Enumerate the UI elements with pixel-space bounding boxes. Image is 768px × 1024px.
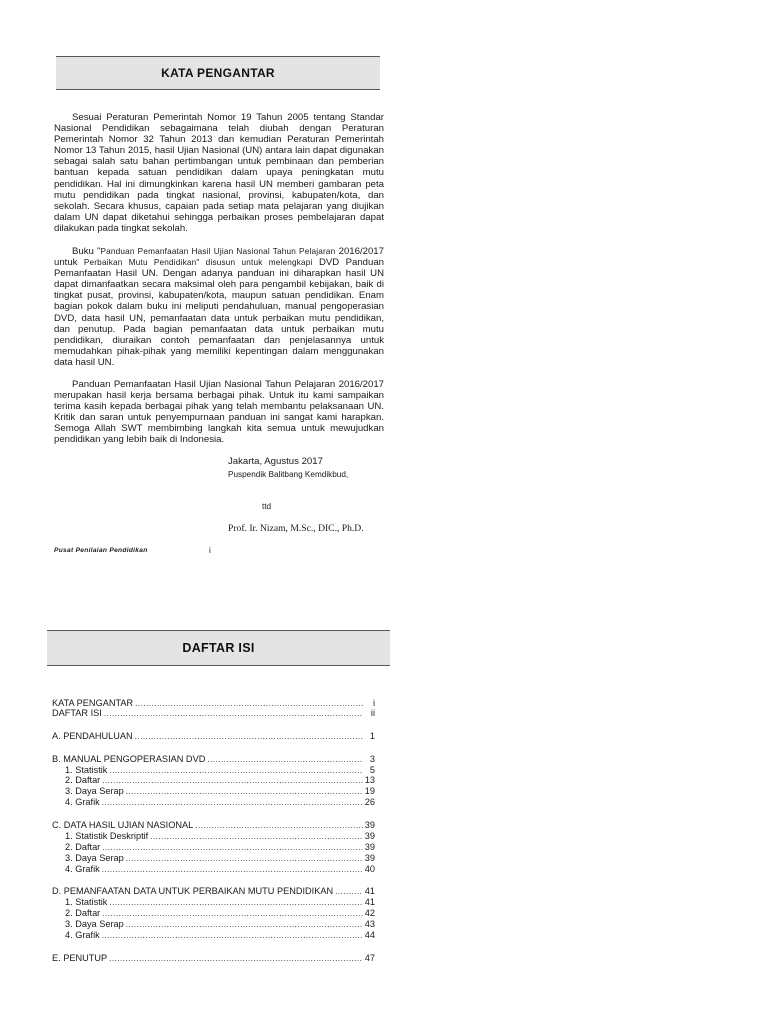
toc-entry-page: 1 <box>369 731 375 741</box>
toc-entry-page: 41 <box>364 897 375 907</box>
toc-subentry[interactable] <box>52 842 375 853</box>
signatory-name: Prof. Ir. Nizam, M.Sc., DIC., Ph.D. <box>228 523 364 534</box>
toc-subentry[interactable] <box>52 908 375 919</box>
leader-dots <box>126 919 363 930</box>
leader-dots <box>102 864 363 875</box>
toc-entry-page: 43 <box>364 919 375 929</box>
toc-entry-page: 13 <box>364 775 375 785</box>
toc-entry-page: 39 <box>364 820 375 830</box>
toc-entry[interactable] <box>52 886 375 897</box>
p2-book-title-2: Perbaikan Mutu Pendidikan" disusun untuk melengkapi <box>83 258 313 268</box>
toc-entry-title: 3. Daya Serap <box>65 853 124 863</box>
leader-dots <box>102 797 363 808</box>
toc-entry-page: 44 <box>364 930 375 940</box>
toc-entry-title: 4. Grafik <box>65 797 100 807</box>
toc-entry-title: E. PENUTUP <box>52 953 108 963</box>
toc-heading: DAFTAR ISI <box>47 630 390 666</box>
toc-entry[interactable] <box>52 731 375 742</box>
toc-subentry[interactable] <box>52 786 375 797</box>
toc-entry-page: 41 <box>364 886 375 896</box>
leader-dots <box>109 953 363 964</box>
leader-dots <box>195 820 363 831</box>
toc-entry-page: i <box>372 698 375 708</box>
toc-entry-title: C. DATA HASIL UJIAN NASIONAL <box>52 820 194 830</box>
toc-entry-page: 39 <box>364 831 375 841</box>
toc-entry[interactable] <box>52 820 375 831</box>
toc-entry-title: 1. Statistik <box>65 765 108 775</box>
organization: Puspendik Balitbang Kemdikbud, <box>228 470 349 479</box>
leader-dots <box>335 886 363 897</box>
toc-entry-page: ii <box>370 708 375 718</box>
preface-paragraph-2 <box>54 246 384 368</box>
toc-entry-title: 3. Daya Serap <box>65 786 124 796</box>
toc-subentry[interactable] <box>52 919 375 930</box>
leader-dots <box>102 842 363 853</box>
leader-dots <box>126 786 363 797</box>
toc-subentry[interactable] <box>52 797 375 808</box>
leader-dots <box>150 831 363 842</box>
preface-heading: KATA PENGANTAR <box>56 56 380 90</box>
toc-entry-title: A. PENDAHULUAN <box>52 731 133 741</box>
toc-entry-page: 5 <box>369 765 375 775</box>
toc-entry-title: DAFTAR ISI <box>52 708 102 718</box>
toc-entry-title: KATA PENGANTAR <box>52 698 134 708</box>
p2-part-e: DVD Panduan Pemanfaatan Hasil UN. Dengan adanya panduan ini diharapkan hasil UN dapat dimanfaatkan secara maksimal oleh para pengambil kebijakan, baik di tingkat pusat, provinsi, kabupaten/kota, maupun satuan pendidikan. Enam bagian pokok dalam buku ini meliputi pendahuluan, manual pengoperasian DVD, data hasil UN, pemanfaatan data untuk perbaikan mutu pendidikan, dan penutup. Pada bagian pemanfaatan data untuk perbaikan mutu pendidikan, diuraikan contoh pemanfaatan dan penjelasannya untuk memudahkan pihak-pihak yang memiliki kepentingan dalam menggunakan data hasil UN. <box>54 257 384 368</box>
leader-dots <box>109 897 362 908</box>
leader-dots <box>102 930 363 941</box>
toc-entry-page: 3 <box>369 754 375 764</box>
toc-entry-title: 2. Daftar <box>65 775 101 785</box>
toc-entry[interactable] <box>52 754 375 765</box>
footer-institution: Pusat Penilaian Pendidikan <box>54 547 148 554</box>
toc-subentry[interactable] <box>52 864 375 875</box>
toc-subentry[interactable] <box>52 897 375 908</box>
p2-book-title: Panduan Pemanfaatan Hasil Ujian Nasional Tahun Pelajaran <box>100 247 336 256</box>
preface-paragraph-3: Panduan Pemanfaatan Hasil Ujian Nasional Tahun Pelajaran 2016/2017 merupakan hasil kerja bersama berbagai pihak. Untuk itu kami sampaikan terima kasih kepada berbagai pihak yang telah membantu pelaksanaan UN. Kritik dan saran untuk penyempurnaan panduan ini sangat kami harapkan. Semoga Allah SWT membimbing langkah kita semua untuk mewujudkan pendidikan yang lebih baik di Indonesia. <box>54 379 384 446</box>
toc-entry[interactable] <box>52 953 375 964</box>
toc-entry-title: 1. Statistik Deskriptif <box>65 831 149 841</box>
signature-ttd: ttd <box>262 502 272 511</box>
toc-entry-page: 19 <box>364 786 375 796</box>
footer-page-number: i <box>209 546 211 555</box>
preface-paragraph-1: Sesuai Peraturan Pemerintah Nomor 19 Tahun 2005 tentang Standar Nasional Pendidikan sebagaimana telah diubah dengan Peraturan Pemerintah Nomor 32 Tahun 2013 dan kemudian Peraturan Pemerintah Nomor 13 Tahun 2015, hasil Ujian Nasional (UN) antara lain dapat digunakan sebagai salah satu bahan pertimbangan untuk pembinaan dan pemberian bantuan kepada satuan pendidikan dalam upaya peningkatan mutu pendidikan. Hal ini dimungkinkan karena hasil UN memberi gambaran peta mutu pendidikan pada tingkat nasional, provinsi, kabupaten/kota, dan sekolah. Secara khusus, capaian pada setiap mata pelajaran yang diujikan dalam UN dapat diketahui sehingga perbaikan proses pembelajaran dapat dilakukan pada tingkat sekolah. <box>54 112 384 234</box>
toc-subentry[interactable] <box>52 930 375 941</box>
leader-dots <box>135 731 363 742</box>
toc-entry-title: B. MANUAL PENGOPERASIAN DVD <box>52 754 206 764</box>
toc-entry-page: 42 <box>364 908 375 918</box>
toc-subentry[interactable] <box>52 775 375 786</box>
toc-subentry[interactable] <box>52 831 375 842</box>
toc-entry-title: 2. Daftar <box>65 908 101 918</box>
p2-part-c: 2016/2017 untuk <box>54 246 384 269</box>
toc-entry-page: 40 <box>364 864 375 874</box>
toc-entry-title: D. PEMANFAATAN DATA UNTUK PERBAIKAN MUTU PENDIDIKAN <box>52 886 334 896</box>
toc-entry-title: 4. Grafik <box>65 864 100 874</box>
place-date: Jakarta, Agustus 2017 <box>228 456 323 467</box>
leader-dots <box>102 908 363 919</box>
toc-entry-page: 39 <box>364 853 375 863</box>
leader-dots <box>126 853 363 864</box>
toc-entry-page: 47 <box>364 953 375 963</box>
leader-dots <box>104 708 363 719</box>
p2-part-a: Buku " <box>72 246 101 257</box>
toc-entry-page: 39 <box>364 842 375 852</box>
toc-entry[interactable] <box>52 708 375 719</box>
leader-dots <box>207 754 363 765</box>
toc-entry-title: 3. Daya Serap <box>65 919 124 929</box>
leader-dots <box>102 775 363 786</box>
toc-entry-title: 1. Statistik <box>65 897 108 907</box>
toc-entry-title: 2. Daftar <box>65 842 101 852</box>
toc-subentry[interactable] <box>52 853 375 864</box>
toc-entry-title: 4. Grafik <box>65 930 100 940</box>
toc-entry-page: 26 <box>364 797 375 807</box>
